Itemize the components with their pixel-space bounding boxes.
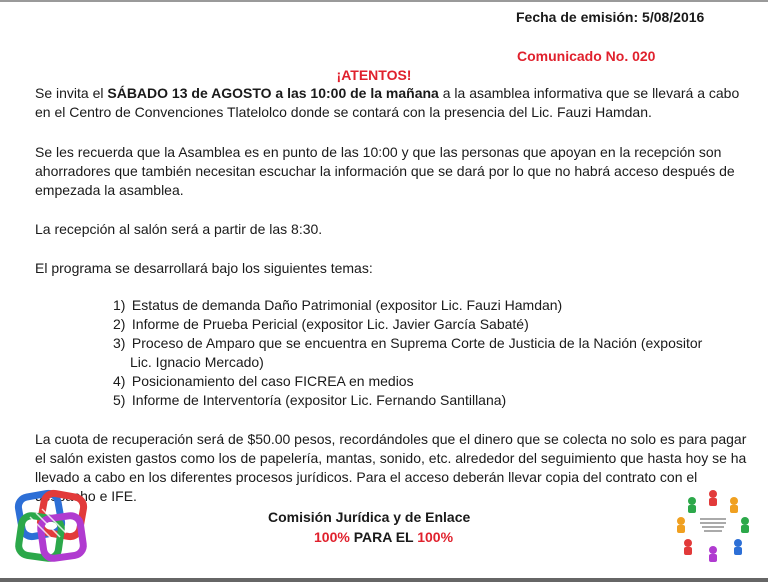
motto-percent-right: 100% [417, 529, 454, 545]
list-item-number: 5) [113, 392, 126, 408]
list-item-text: Estatus de demanda Daño Patrimonial (expositor Lic. Fauzi Hamdan) [131, 297, 563, 313]
reminder-paragraph: Se les recuerda que la Asamblea es en punto de las 10:00 y que las personas que apoyan en la recepción son ahorradores que también necesitan escuchar la información que se dará por lo que no habrá acceso después de empezada la asamblea. [35, 144, 735, 198]
motto-percent-left: 100% [314, 529, 350, 545]
list-item [113, 315, 738, 334]
list-item-text: Informe de Interventoría (expositor Lic. Fernando Santillana) [131, 392, 507, 408]
list-item-number: 3) [113, 335, 126, 351]
list-item [113, 372, 738, 391]
bottom-rule [0, 578, 768, 582]
issue-date: Fecha de emisión: 5/08/2016 [516, 9, 705, 25]
list-item [113, 391, 738, 410]
footer-title: Comisión Jurídica y de Enlace [268, 509, 471, 525]
list-item [113, 296, 738, 315]
list-item-number: 2) [113, 316, 126, 332]
list-item-number: 1) [113, 297, 126, 313]
fee-paragraph: La cuota de recuperación será de $50.00 pesos, recordándoles que el dinero que se colecta no solo es para pagar el salón existen gastos como los de papelería, mantas, sonido, etc. alrededor del seguimiento que hasta hoy se ha llevado a cabo en los diferentes procesos jurídicos. Para el acceso deberán llevar copia del contrato con el despacho e IFE. [35, 431, 747, 504]
program-intro: El programa se desarrollará bajo los siguientes temas: [35, 260, 373, 276]
topics-list [113, 296, 738, 410]
communique-number: Comunicado No. 020 [517, 48, 656, 64]
top-rule [0, 0, 768, 2]
left-logo-icon [14, 487, 90, 563]
list-item-number: 4) [113, 373, 126, 389]
invitation-intro: Se invita el [35, 85, 108, 101]
list-item-continuation: Lic. Ignacio Mercado) [130, 354, 264, 370]
invitation-details: a la asamblea informativa que se llevará a cabo en el Centro de Convenciones Tlatelolco donde se contará con la presencia del Lic. Fauzi Hamdan. [35, 85, 740, 120]
list-item-text: Informe de Prueba Pericial (expositor Lic. Javier García Sabaté) [131, 316, 529, 332]
right-logo-icon [672, 486, 754, 566]
list-item-text: Proceso de Amparo que se encuentra en Suprema Corte de Justicia de la Nación (expositor [131, 335, 703, 351]
invitation-paragraph [35, 84, 747, 122]
footer-motto [314, 529, 453, 545]
motto-middle: PARA EL [349, 529, 418, 545]
attention-heading: ¡ATENTOS! [336, 67, 412, 83]
list-item-text: Posicionamiento del caso FICREA en medios [131, 373, 414, 389]
invitation-date: SÁBADO 13 de AGOSTO a las 10:00 de la mañana [107, 85, 439, 101]
list-item [113, 334, 738, 372]
reception-paragraph: La recepción al salón será a partir de las 8:30. [35, 221, 323, 237]
